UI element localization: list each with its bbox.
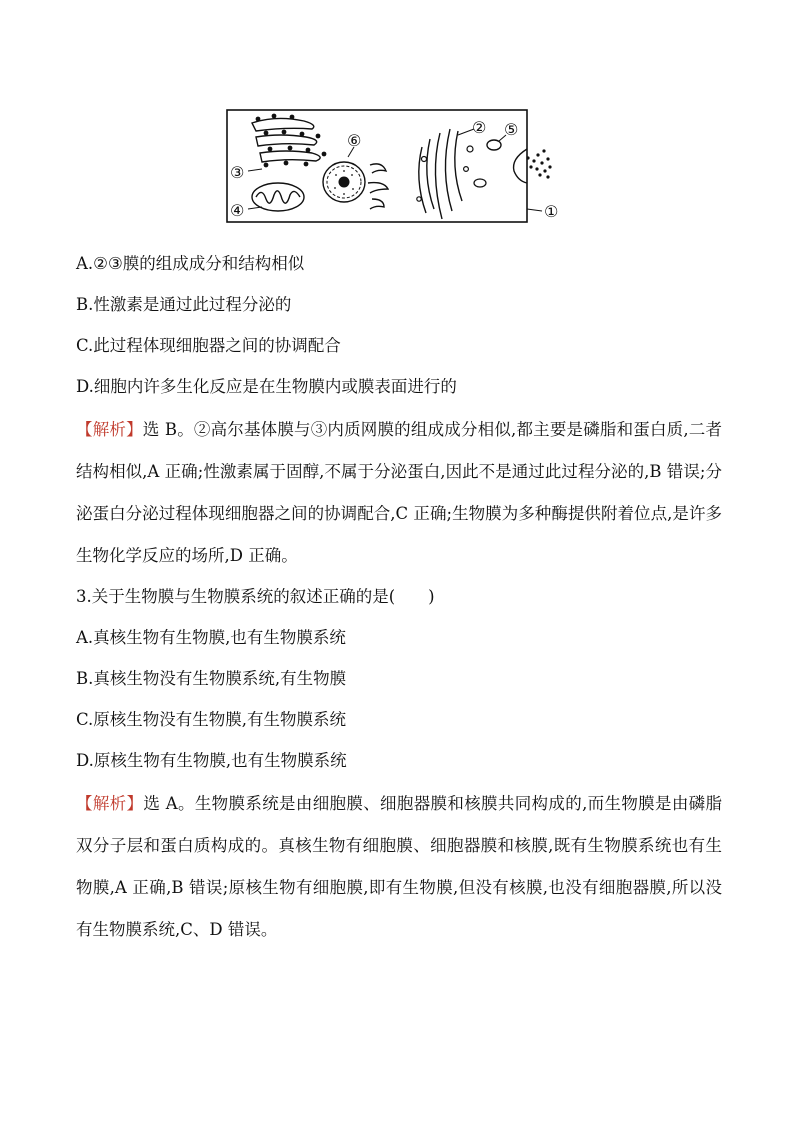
q3-option-b: B.真核生物没有生物膜系统,有生物膜	[76, 669, 347, 688]
secretory-vesicle	[487, 140, 501, 150]
cell-diagram-svg	[226, 109, 572, 225]
q2-option-d: D.细胞内许多生化反应是在生物膜内或膜表面进行的	[76, 377, 457, 396]
exocytosis-bulge	[514, 149, 527, 183]
q3-analysis	[76, 783, 722, 951]
q2-analysis-text: 选 B。②高尔基体膜与③内质网膜的组成成分相似,都主要是磷脂和蛋白质,二者结构相似,A 正确;性激素属于固醇,不属于分泌蛋白,因此不是通过此过程分泌的,B 错误;分泌蛋白分泌过程体现细胞器之间的协调配合,C 正确;生物膜为多种酶提供附着位点,是许多生物化学反应的场所,D 正确。	[76, 420, 722, 565]
label-2: ②	[472, 118, 487, 137]
q3-option-c: C.原核生物没有生物膜,有生物膜系统	[76, 710, 347, 729]
rough-er	[252, 118, 320, 162]
label-6: ⑥	[347, 131, 362, 150]
label-1: ①	[544, 202, 559, 221]
q2-option-a: A.②③膜的组成成分和结构相似	[76, 254, 305, 273]
q3-option-a: A.真核生物有生物膜,也有生物膜系统	[76, 628, 346, 647]
q2-option-b: B.性激素是通过此过程分泌的	[76, 295, 292, 314]
nucleus	[323, 162, 365, 202]
q2-analysis	[76, 409, 722, 577]
cell-secretion-diagram	[226, 109, 572, 225]
q2-option-c: C.此过程体现细胞器之间的协调配合	[76, 336, 341, 355]
mitochondrion	[252, 183, 304, 211]
label-4: ④	[230, 201, 245, 220]
q3-analysis-tag: 【解析】	[76, 794, 144, 813]
q3-option-d: D.原核生物有生物膜,也有生物膜系统	[76, 751, 347, 770]
golgi-apparatus	[419, 129, 462, 219]
label-5: ⑤	[504, 120, 519, 139]
label-3: ③	[230, 163, 245, 182]
q3-analysis-text: 选 A。生物膜系统是由细胞膜、细胞器膜和核膜共同构成的,而生物膜是由磷脂双分子层和蛋白质构成的。真核生物有细胞膜、细胞器膜和核膜,既有生物膜系统也有生物膜,A 正确,B 错误;原核生物有细胞膜,即有生物膜,但没有核膜,也没有细胞器膜,所以没有生物膜系统,C、D 错误。	[76, 794, 723, 939]
q2-analysis-tag: 【解析】	[76, 420, 143, 439]
secretion-dots	[526, 149, 551, 178]
q3-stem: 3.关于生物膜与生物膜系统的叙述正确的是( )	[76, 587, 435, 606]
circled-labels	[230, 118, 558, 221]
smooth-er	[368, 164, 388, 209]
